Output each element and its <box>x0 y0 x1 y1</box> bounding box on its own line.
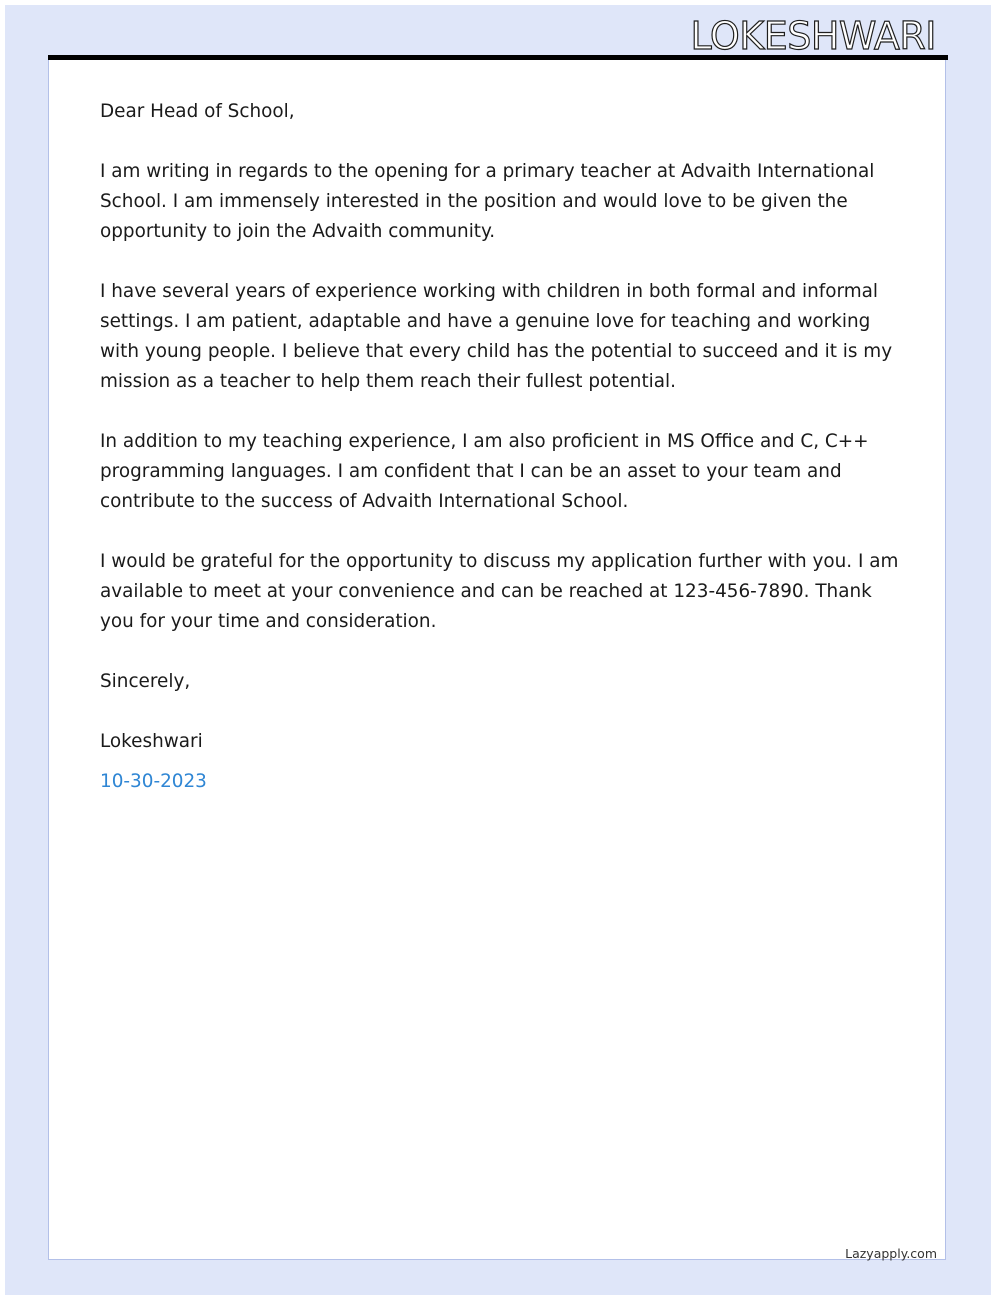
letter-date: 10-30-2023 <box>100 771 207 792</box>
paragraph-experience: I have several years of experience working with children in both formal and informal settings. I am patient, adaptable and have a genuine love for teaching and working with young people. I believe that every child has the potential to succeed and it is my mission as a teacher to help them reach their fullest potential. <box>100 281 893 392</box>
paragraph-closing: I would be grateful for the opportunity to discuss my application further with you. I am available to meet at your convenience and can be reached at 123-456-7890. Thank you for your time and consideration. <box>100 551 899 632</box>
signer-name: Lokeshwari <box>100 731 203 752</box>
applicant-name-heading: LOKESHWARI <box>690 14 936 58</box>
paragraph-skills: In addition to my teaching experience, I am also proficient in MS Office and C, C++ programming languages. I am confident that I can be an asset to your team and contribute to the success of Advaith International School. <box>100 431 869 512</box>
paragraph-intro: I am writing in regards to the opening for a primary teacher at Advaith International School. I am immensely interested in the position and would love to be given the opportunity to join the Advaith community. <box>100 161 875 242</box>
salutation: Dear Head of School, <box>100 101 295 122</box>
footer-brand: Lazyapply.com <box>845 1246 937 1261</box>
letter-body <box>100 97 900 797</box>
closing-phrase: Sincerely, <box>100 671 191 692</box>
